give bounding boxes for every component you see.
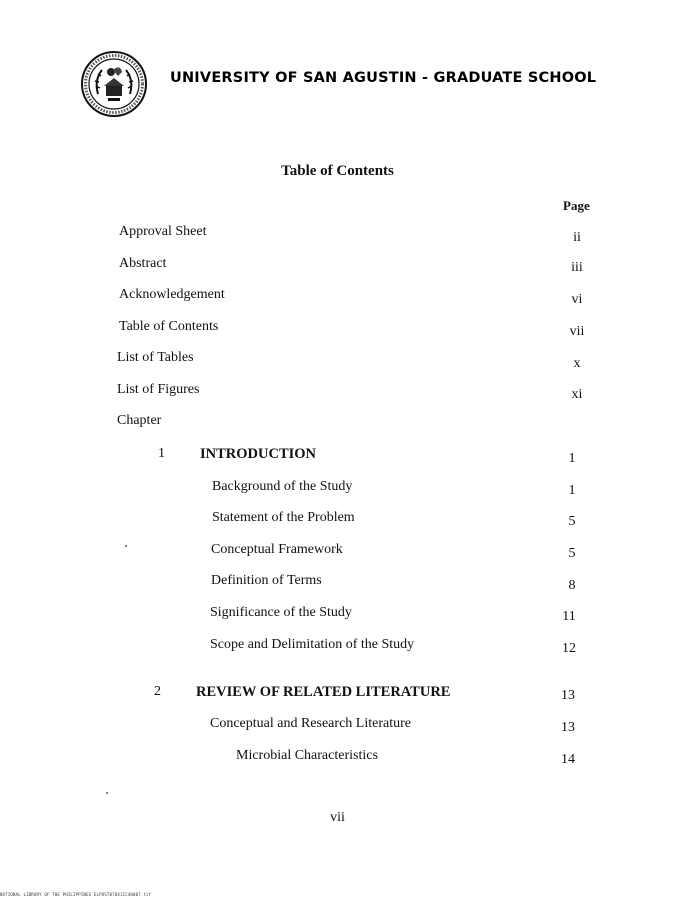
scan-speck (106, 792, 108, 794)
section-background-page: 1 (568, 483, 576, 498)
scan-stamp: NATIONAL LIBRARY OF THE PHILIPPINES ELPOST07841IC40007.tif (0, 892, 152, 897)
chapter-2-page: 13 (561, 688, 575, 703)
subsection-microbial-characteristics-page: 14 (561, 752, 575, 767)
chapter-1-title: INTRODUCTION (200, 446, 317, 462)
section-conceptual-research-literature-page: 13 (561, 720, 575, 735)
toc-page-list-of-tables: x (573, 356, 581, 371)
page-column-heading: Page (563, 198, 590, 213)
chapter-2-title: REVIEW OF RELATED LITERATURE (196, 684, 451, 700)
section-definition-of-terms-page: 8 (568, 578, 576, 593)
section-statement-of-problem: Statement of the Problem (212, 510, 355, 525)
section-significance: Significance of the Study (210, 605, 352, 620)
scan-speck (125, 545, 127, 547)
toc-entry-table-of-contents: Table of Contents (119, 319, 219, 334)
section-background: Background of the Study (212, 479, 353, 494)
chapter-label: Chapter (117, 413, 162, 428)
chapter-1-page: 1 (568, 451, 576, 466)
subsection-microbial-characteristics: Microbial Characteristics (236, 748, 378, 763)
university-seal-icon (80, 50, 148, 118)
section-significance-page: 11 (562, 609, 576, 624)
toc-page-abstract: iii (571, 260, 583, 275)
section-scope-delimitation-page: 12 (562, 641, 576, 656)
toc-entry-list-of-tables: List of Tables (117, 350, 194, 365)
toc-page-approval-sheet: ii (573, 230, 581, 245)
chapter-2-number: 2 (154, 684, 161, 699)
toc-title: Table of Contents (281, 163, 394, 179)
toc-page-table-of-contents: vii (569, 324, 585, 339)
toc-entry-acknowledgement: Acknowledgement (119, 287, 225, 302)
section-statement-of-problem-page: 5 (568, 514, 576, 529)
toc-entry-list-of-figures: List of Figures (117, 382, 200, 397)
university-title: UNIVERSITY OF SAN AGUSTIN - GRADUATE SCHOOL (170, 70, 597, 86)
toc-entry-approval-sheet: Approval Sheet (119, 224, 207, 239)
toc-entry-abstract: Abstract (119, 256, 167, 271)
toc-page-acknowledgement: vi (571, 292, 583, 307)
section-definition-of-terms: Definition of Terms (211, 573, 322, 588)
page-number: vii (330, 810, 345, 825)
section-scope-delimitation: Scope and Delimitation of the Study (210, 637, 415, 652)
section-conceptual-framework-page: 5 (568, 546, 576, 561)
toc-page-list-of-figures: xi (571, 387, 583, 402)
section-conceptual-research-literature: Conceptual and Research Literature (210, 716, 411, 731)
section-conceptual-framework: Conceptual Framework (211, 542, 343, 557)
chapter-1-number: 1 (158, 446, 165, 461)
